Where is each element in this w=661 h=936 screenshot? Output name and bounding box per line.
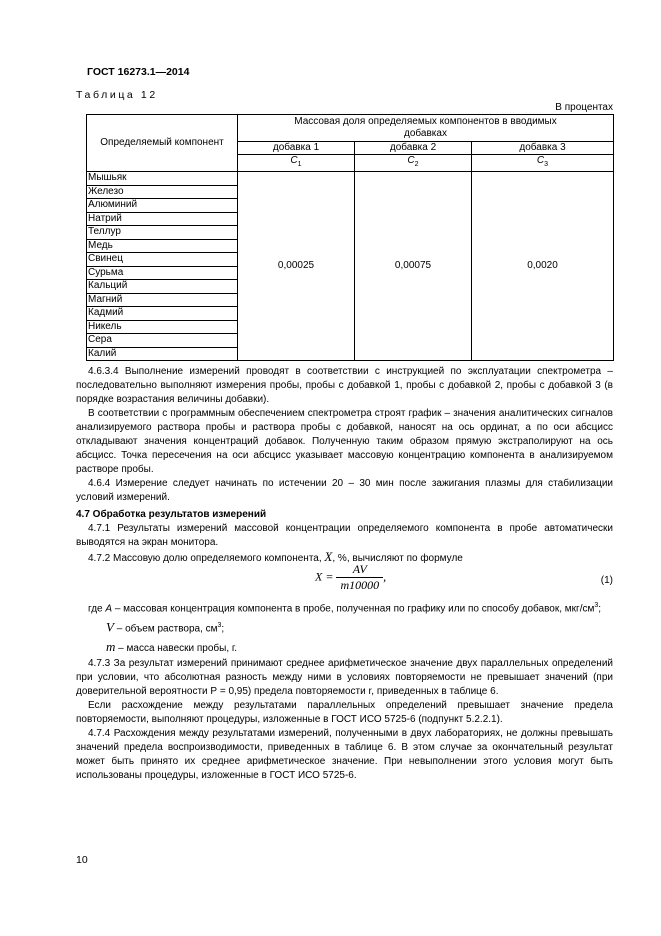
component-cell: Сурьма bbox=[87, 266, 238, 280]
paragraph: 4.6.3.4 Выполнение измерений проводят в соответствии с инструкцией по эксплуатации спектрометра – последовательно выполняют измерения пробы, пробы с добавкой 1, пробы с добавкой 2, пробы с добавкой 3 (в порядке возрастания величины добавки). bbox=[76, 366, 613, 405]
component-cell: Магний bbox=[87, 293, 238, 307]
formula-lhs: X = bbox=[315, 569, 334, 584]
formula: X = $\frac{AV}{m10000}$ , bbox=[315, 562, 387, 592]
component-cell: Теллур bbox=[87, 226, 238, 240]
page-number: 10 bbox=[76, 854, 88, 866]
data-table bbox=[86, 114, 614, 361]
paragraph: 4.7.3 За результат измерений принимают среднее арифметическое значение двух параллельных определений при условии, что абсолютная разность между ними в условиях повторяемости не превышает значений (при доверительной вероятности Р = 0,95) предела повторяемости r, приведенных в таблице 6. bbox=[76, 658, 613, 697]
component-cell: Алюминий bbox=[87, 199, 238, 213]
document-header: ГОСТ 16273.1—2014 bbox=[87, 66, 190, 78]
component-cell: Свинец bbox=[87, 253, 238, 267]
header-additive-3: добавка 3 bbox=[472, 142, 614, 155]
header-additive-1: добавка 1 bbox=[238, 142, 355, 155]
paragraph: 4.7.2 Массовую долю определяемого компонента, X, %, вычисляют по формуле bbox=[88, 549, 463, 564]
variable-x: X bbox=[324, 549, 333, 564]
text-block-3 bbox=[76, 657, 613, 783]
paragraph: 4.7.1 Результаты измерений массовой концентрации определяемого компонента в пробе автоматически выводятся на экран монитора. bbox=[76, 523, 613, 548]
text-block-2 bbox=[76, 508, 613, 566]
component-cell: Сера bbox=[87, 334, 238, 348]
definition-m: m – масса навески пробы, г. bbox=[106, 638, 238, 654]
text-block-1 bbox=[76, 365, 613, 505]
paragraph: 4.7.4 Расхождения между результатами измерений, полученными в двух лабораториях, не должны превышать значений предела воспроизводимости, приведенных в таблице 6. В этом случае за окончательный результат может быть принято их среднее арифметическое значение. При невыполнении этого условия могут быть использованы процедуры, изложенные в ГОСТ ИСО 5725-6. bbox=[76, 728, 613, 781]
table-caption: Таблица 12 bbox=[76, 89, 158, 101]
header-additive-2: добавка 2 bbox=[355, 142, 472, 155]
paragraph: В соответствии с программным обеспечением спектрометра строят график – значения аналитических сигналов анализируемого раствора пробы и раствора пробы с добавкой, наносят на ось ординат, а по оси абсцисс откладывают значения концентраций добавок. Полученную таким образом прямую экстраполируют на ось абсцисс. Точка пересечения на оси абсцисс указывает массовую концентрацию компонента в анализируемом растворе пробы. bbox=[76, 408, 613, 475]
definitions bbox=[76, 599, 613, 656]
value-additive-1: 0,00025 bbox=[238, 172, 355, 361]
table-units: В процентах bbox=[555, 102, 613, 113]
definition-a: где A – массовая концентрация компонента в пробе, полученная по графику или по способу добавок, мкг/$см^3$; bbox=[88, 602, 602, 615]
component-cell: Натрий bbox=[87, 212, 238, 226]
header-symbol-3: $С_3$ bbox=[472, 155, 614, 172]
component-cell: Кадмий bbox=[87, 307, 238, 321]
component-cell: Мышьяк bbox=[87, 172, 238, 186]
component-cell: Кальций bbox=[87, 280, 238, 294]
section-heading: 4.7 Обработка результатов измерений bbox=[76, 509, 267, 520]
component-cell: Калий bbox=[87, 347, 238, 361]
definition-v: V – объем раствора, $см^3$; bbox=[106, 619, 225, 635]
paragraph: 4.6.4 Измерение следует начинать по истечении 20 – 30 мин после зажигания плазмы для стабилизации условий измерений. bbox=[76, 478, 613, 503]
paragraph: Если расхождение между результатами параллельных определений превышает значение предела повторяемости, выполняют процедуры, изложенные в ГОСТ ИСО 5725-6 (подпункт 5.2.2.1). bbox=[76, 700, 613, 725]
formula-fraction bbox=[336, 562, 383, 593]
value-additive-3: 0,0020 bbox=[472, 172, 614, 361]
header-symbol-2: $С_2$ bbox=[355, 155, 472, 172]
formula-numerator: AV bbox=[336, 562, 383, 578]
formula-denominator: m10000 bbox=[340, 578, 380, 592]
component-cell: Железо bbox=[87, 185, 238, 199]
component-cell: Медь bbox=[87, 239, 238, 253]
value-additive-2: 0,00075 bbox=[355, 172, 472, 361]
header-component: Определяемый компонент bbox=[87, 115, 238, 172]
header-symbol-1: $С_1$ bbox=[238, 155, 355, 172]
header-group: Массовая доля определяемых компонентов в вводимых добавках bbox=[238, 115, 614, 142]
formula-number: (1) bbox=[600, 575, 613, 586]
component-cell: Никель bbox=[87, 320, 238, 334]
